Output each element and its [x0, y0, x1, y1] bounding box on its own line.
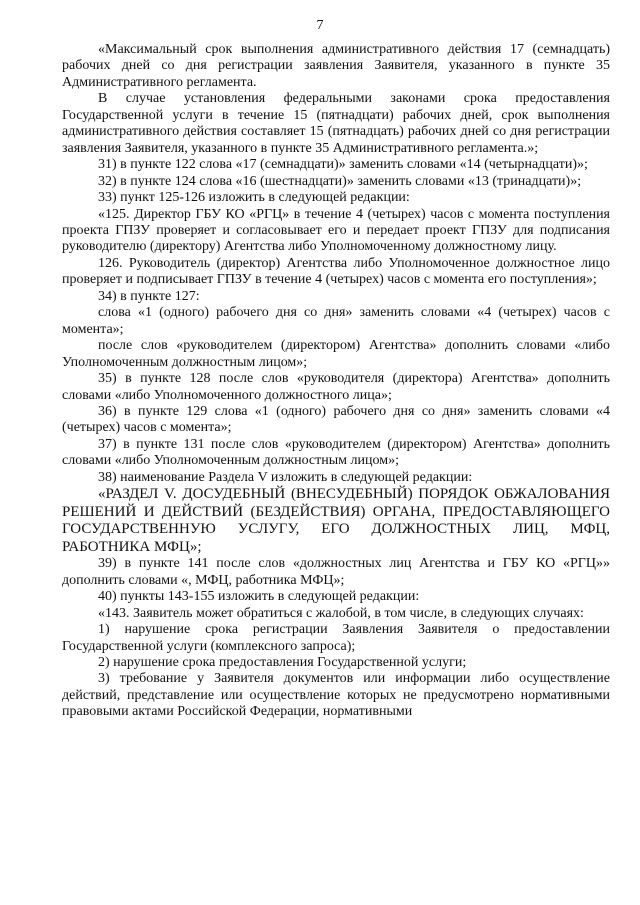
- section-heading: «РАЗДЕЛ V. ДОСУДЕБНЫЙ (ВНЕСУДЕБНЫЙ) ПОРЯДОК ОБЖАЛОВАНИЯ РЕШЕНИЙ И ДЕЙСТВИЙ (БЕЗДЕЙСТВИЯ) ОРГАНА, ПРЕДОСТАВЛЯЮЩЕГО ГОСУДАРСТВЕННУЮ УСЛУГУ, ЕГО ДОЛЖНОСТНЫХ ЛИЦ, МФЦ, РАБОТНИКА МФЦ»;: [62, 486, 610, 555]
- paragraph: 34) в пункте 127:: [98, 288, 200, 304]
- paragraph: 3) требование у Заявителя документов или информации либо осуществление действий, представление или осуществление которых не предусмотрено нормативными правовыми актами Российской Федерации, нормативными: [62, 671, 610, 720]
- paragraph: 36) в пункте 129 слова «1 (одного) рабочего дня со дня» заменить словами «4 (четырех) часов с момента»;: [62, 403, 610, 436]
- document-body: [62, 42, 610, 721]
- paragraph: 1) нарушение срока регистрации Заявления Заявителя о предоставлении Государственной услуги (комплексного запроса);: [62, 622, 610, 654]
- paragraph: после слов «руководителем (директором) Агентства» дополнить словами «либо Уполномоченным должностным лицом»;: [62, 338, 610, 370]
- paragraph: 33) пункт 125-126 изложить в следующей редакции:: [98, 190, 410, 206]
- paragraph: 35) в пункте 128 после слов «руководителя (директора) Агентства» дополнить словами «либо Уполномоченного должностного лица»;: [62, 371, 610, 403]
- paragraph: 40) пункты 143-155 изложить в следующей редакции:: [98, 589, 420, 605]
- paragraph: 31) в пункте 122 слова «17 (семнадцати)» заменить словами «14 (четырнадцати)»;: [98, 157, 588, 173]
- paragraph: 32) в пункте 124 слова «16 (шестнадцати)» заменить словами «13 (тринадцати)»;: [98, 173, 582, 189]
- paragraph: «143. Заявитель может обратиться с жалобой, в том числе, в следующих случаях:: [98, 605, 584, 621]
- paragraph: «Максимальный срок выполнения административного действия 17 (семнадцать) рабочих дней со дня регистрации заявления Заявителя, указанного в пункте 35 Административного регламента.: [62, 42, 610, 90]
- paragraph: «125. Директор ГБУ КО «РГЦ» в течение 4 (четырех) часов с момента поступления проекта ГПЗУ проверяет и согласовывает его и передает проект ГПЗУ для подписания руководителю (директору) Агентства либо Уполномоченному должностному лицу.: [62, 206, 610, 255]
- paragraph: 38) наименование Раздела V изложить в следующей редакции:: [98, 469, 473, 485]
- paragraph: слова «1 (одного) рабочего дня со дня» заменить словами «4 (четырех) часов с момента»;: [62, 305, 610, 337]
- paragraph: 39) в пункте 141 после слов «должностных лиц Агентства и ГБУ КО «РГЦ»» дополнить словами «, МФЦ, работника МФЦ»;: [62, 556, 610, 588]
- paragraph: 2) нарушение срока предоставления Государственной услуги;: [98, 654, 467, 670]
- paragraph: 126. Руководитель (директор) Агентства либо Уполномоченное должностное лицо проверяет и подписывает ГПЗУ в течение 4 (четырех) часов с момента его поступления»;: [62, 255, 610, 288]
- paragraph: В случае установления федеральными законами срока предоставления Государственной услуги в течение 15 (пятнадцати) рабочих дней, срок выполнения административного действия составляет 15 (пятнадцать) рабочих дней со дня регистрации заявления Заявителя, указанного в пункте 35 Административного регламента.»;: [62, 91, 610, 156]
- page-number: 7: [316, 18, 324, 33]
- paragraph: 37) в пункте 131 после слов «руководителем (директором) Агентства» дополнить словами «либо Уполномоченным должностным лицом»;: [62, 436, 610, 469]
